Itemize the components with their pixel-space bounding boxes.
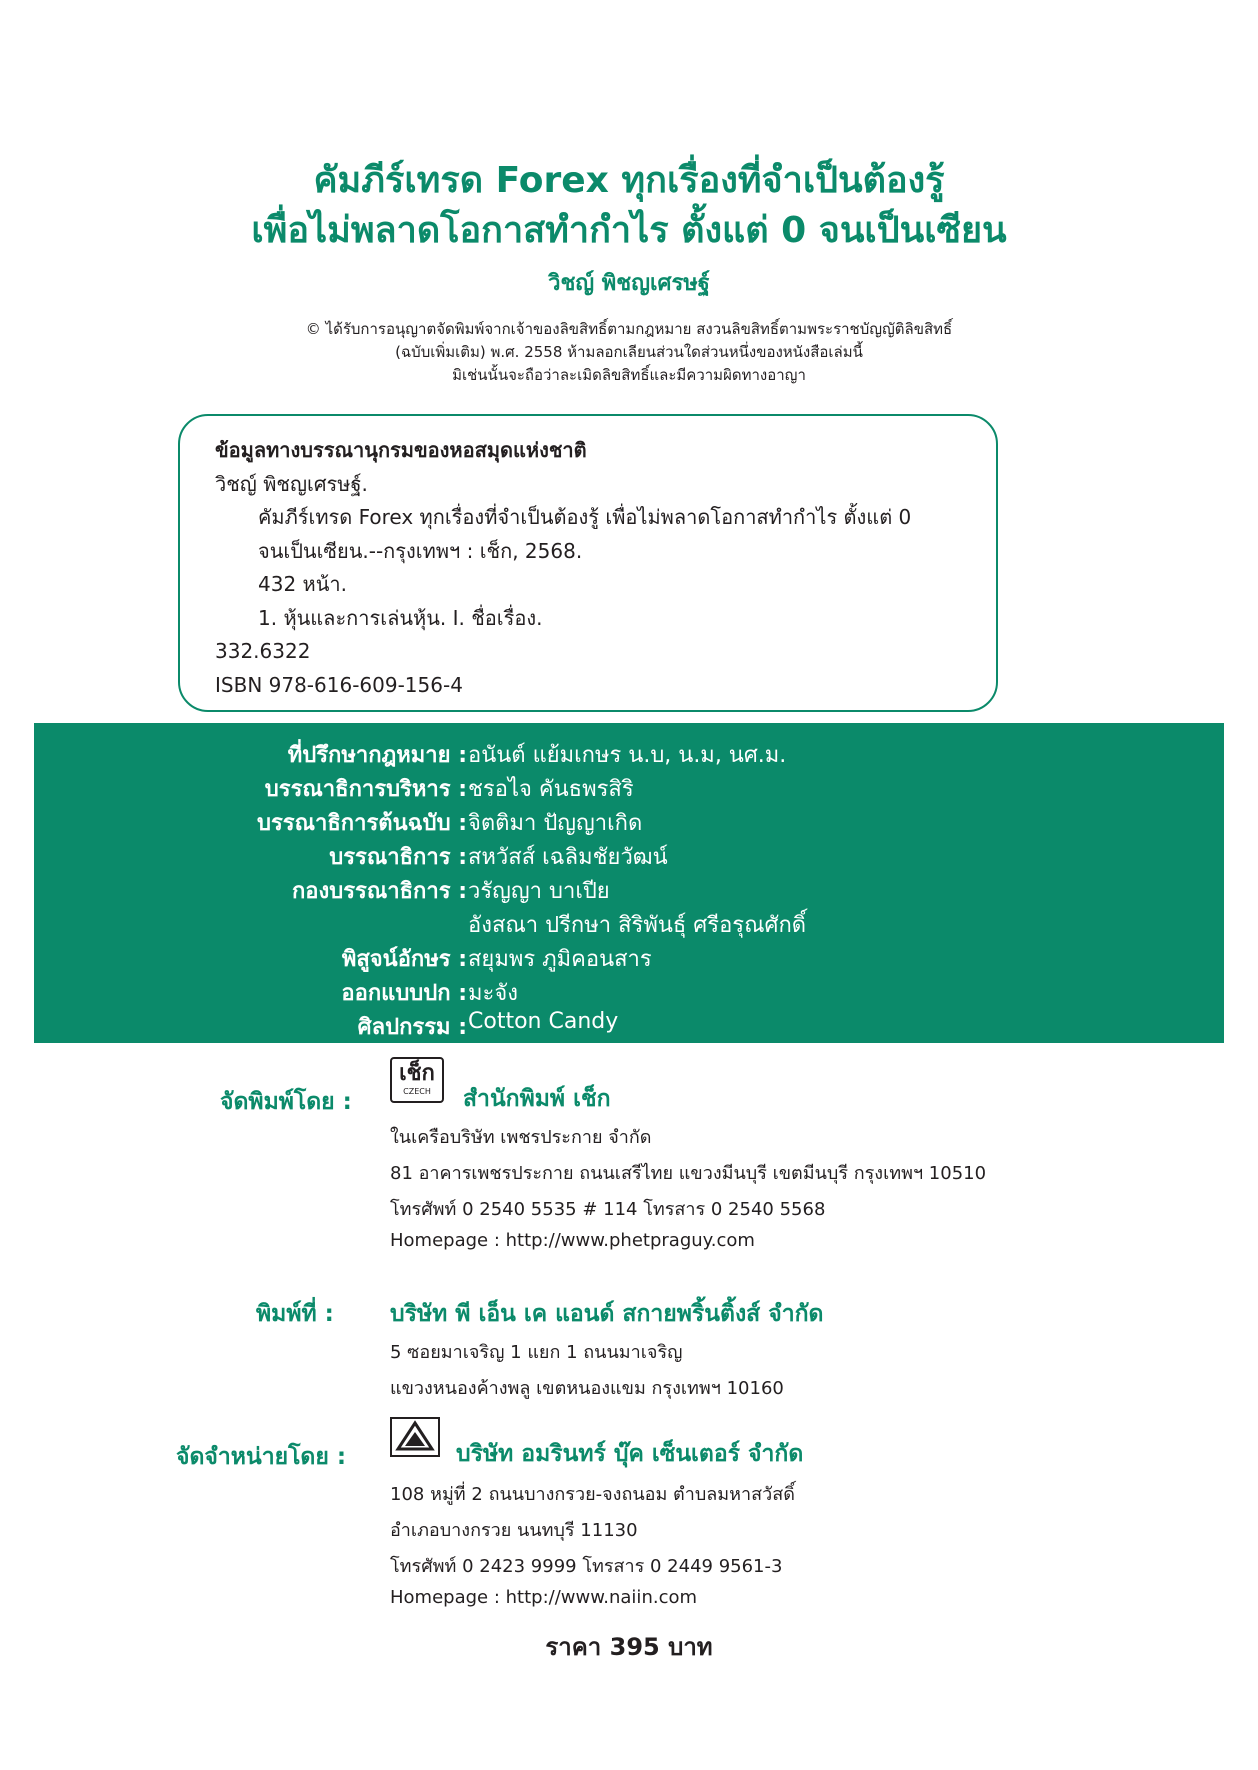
credit-role: บรรณาธิการต้นฉบับ :: [257, 811, 467, 836]
price: ราคา 395 บาท: [545, 1633, 713, 1661]
credit-row: [34, 737, 1224, 771]
czech-publisher-logo: [390, 1057, 444, 1103]
cip-title-continued: จนเป็นเซียน.--กรุงเทพฯ : เช็ก, 2568.: [258, 538, 583, 563]
publisher-address: 81 อาคารเพชรประกาย ถนนเสรีไทย แขวงมีนบุรี เขตมีนบุรี กรุงเทพฯ 10510: [390, 1163, 987, 1184]
printer-label: พิมพ์ที่ :: [256, 1301, 334, 1327]
copyright-line: © ได้รับการอนุญาตจัดพิมพ์จากเจ้าของลิขสิทธิ์ตามกฎหมาย สงวนลิขสิทธิ์ตามพระราชบัญญัติลิขสิทธิ์: [305, 320, 953, 338]
publisher-phone: โทรศัพท์ 0 2540 5535 # 114 โทรสาร 0 2540 5568: [390, 1199, 826, 1220]
cip-author: วิชญ์ พิชญเศรษฐ์.: [215, 471, 368, 496]
credit-role: บรรณาธิการ :: [329, 845, 467, 870]
cip-title: คัมภีร์เทรด Forex ทุกเรื่องที่จำเป็นต้องรู้ เพื่อไม่พลาดโอกาสทำกำไร ตั้งแต่ 0: [258, 505, 912, 529]
book-title-line-1: คัมภีร์เทรด Forex ทุกเรื่องที่จำเป็นต้องรู้: [313, 160, 945, 201]
copyright-line: มิเช่นนั้นจะถือว่าละเมิดลิขสิทธิ์และมีความผิดทางอาญา: [452, 366, 806, 384]
logo-text: เช็ก: [399, 1061, 435, 1086]
copyright-notice: [180, 318, 1078, 387]
distributor-name: บริษัท อมรินทร์ บุ๊ค เซ็นเตอร์ จำกัด: [456, 1441, 804, 1467]
book-title-line-2: เพื่อไม่พลาดโอกาสทำกำไร ตั้งแต่ 0 จนเป็นเซียน: [251, 210, 1007, 251]
copyright-line: (ฉบับเพิ่มเติม) พ.ศ. 2558 ห้ามลอกเลียนส่วนใดส่วนหนึ่งของหนังสือเล่มนี้: [395, 343, 863, 361]
naiin-logo: [390, 1417, 440, 1457]
distributor-homepage: Homepage : http://www.naiin.com: [390, 1587, 698, 1608]
book-author: วิชญ์ พิชญเศรษฐ์: [548, 271, 710, 296]
credit-name: จิตติมา ปัญญาเกิด: [468, 811, 643, 836]
publisher-label: จัดพิมพ์โดย :: [220, 1089, 352, 1115]
publisher-name: สำนักพิมพ์ เช็ก: [463, 1086, 611, 1112]
credit-name: อังสณา ปรีกษา สิริพันธุ์ ศรีอรุณศักดิ์: [468, 913, 807, 938]
credit-role: ที่ปรึกษากฎหมาย :: [287, 743, 467, 768]
publisher-homepage: Homepage : http://www.phetpraguy.com: [390, 1230, 755, 1251]
credit-row: [34, 907, 1224, 941]
printer-name: บริษัท พี เอ็น เค แอนด์ สกายพริ้นติ้งส์ จำกัด: [390, 1301, 824, 1327]
credit-name: Cotton Candy: [468, 1009, 619, 1034]
distributor-address: 108 หมู่ที่ 2 ถนนบางกรวย-จงถนอม ตำบลมหาสวัสดิ์: [390, 1484, 795, 1505]
publisher-line: ในเครือบริษัท เพชรประกาย จำกัด: [390, 1127, 652, 1148]
triangle-logo-icon: [392, 1419, 438, 1455]
credit-name: ชรอไจ คันธพรสิริ: [468, 777, 634, 802]
cip-subject: 1. หุ้นและการเล่นหุ้น. I. ชื่อเรื่อง.: [258, 605, 543, 630]
credit-name: อนันต์ แย้มเกษร น.บ, น.ม, นศ.ม.: [468, 743, 787, 768]
logo-subtext: CZECH: [403, 1087, 431, 1096]
credit-name: สยุมพร ภูมิคอนสาร: [468, 947, 652, 972]
credit-role: พิสูจน์อักษร :: [341, 947, 467, 972]
credit-row: [34, 941, 1224, 975]
distributor-phone: โทรศัพท์ 0 2423 9999 โทรสาร 0 2449 9561-3: [390, 1556, 783, 1577]
cataloging-data-box: [178, 414, 998, 712]
credit-row: [34, 873, 1224, 907]
credit-role: กองบรรณาธิการ :: [291, 879, 467, 904]
credit-role: บรรณาธิการบริหาร :: [264, 777, 467, 802]
credits-band: [34, 723, 1224, 1043]
credit-row: [34, 771, 1224, 805]
cip-heading: ข้อมูลทางบรรณานุกรมของหอสมุดแห่งชาติ: [215, 438, 587, 462]
credit-row: [34, 975, 1224, 1009]
credit-name: มะจัง: [468, 981, 518, 1006]
printer-address-2: แขวงหนองค้างพลู เขตหนองแขม กรุงเทพฯ 10160: [390, 1378, 784, 1399]
credit-row: [34, 839, 1224, 873]
credit-row: [34, 1009, 1224, 1043]
printer-address: 5 ซอยมาเจริญ 1 แยก 1 ถนนมาเจริญ: [390, 1342, 683, 1363]
cip-isbn: ISBN 978-616-609-156-4: [215, 672, 463, 697]
credit-name: สหวัสส์ เฉลิมชัยวัฒน์: [468, 845, 668, 870]
distributor-label: จัดจำหน่ายโดย :: [176, 1444, 347, 1470]
credit-role: ออกแบบปก :: [341, 981, 467, 1006]
cip-pages: 432 หน้า.: [258, 572, 347, 596]
credit-name: วรัญญา บาเปีย: [468, 879, 610, 904]
distributor-address-2: อำเภอบางกรวย นนทบุรี 11130: [390, 1520, 638, 1541]
credit-role: ศิลปกรรม :: [357, 1015, 467, 1040]
credit-row: [34, 805, 1224, 839]
cip-classification: 332.6322: [215, 639, 311, 663]
